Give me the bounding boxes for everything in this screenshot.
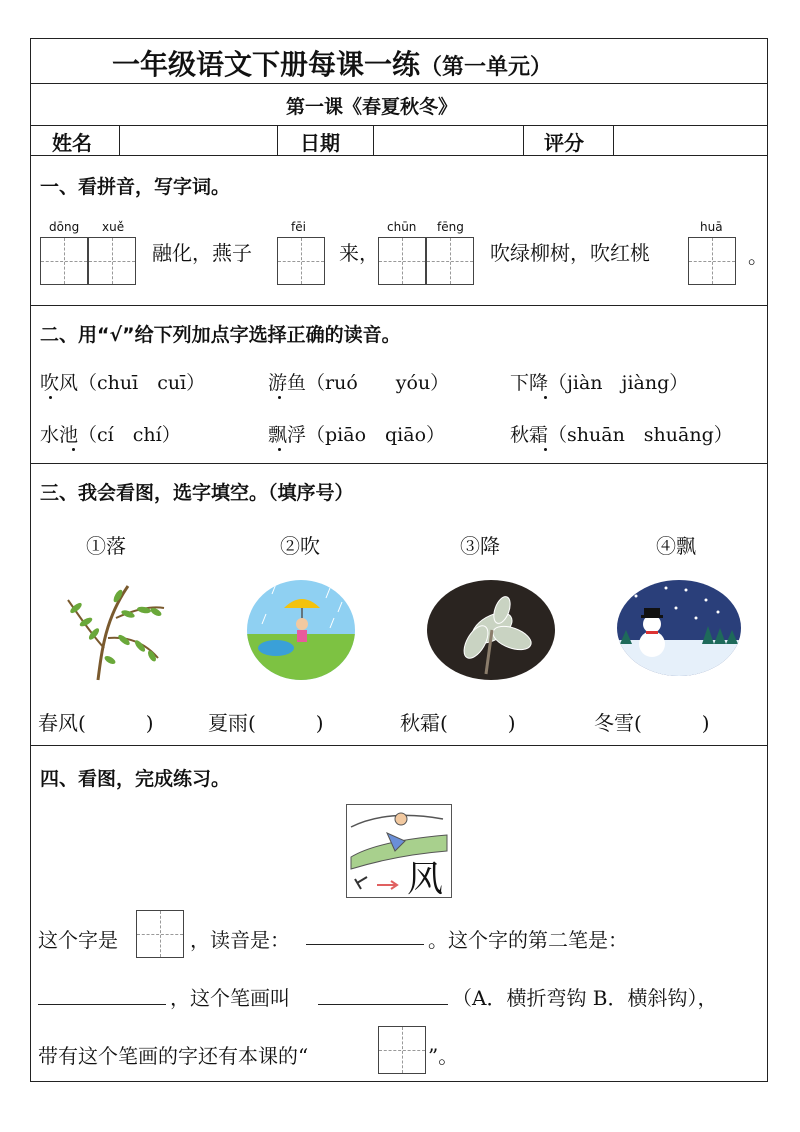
rule — [523, 125, 524, 155]
writing-box[interactable] — [277, 237, 325, 285]
rule — [31, 305, 767, 306]
choice-label: ③降 — [460, 534, 500, 558]
q-text: 。这个字的第二笔是： — [428, 928, 628, 952]
choice-item — [510, 368, 688, 395]
pinyin-label: fēng — [437, 220, 464, 234]
answer-line[interactable] — [306, 944, 424, 945]
rule — [31, 83, 767, 84]
fill-text: 吹绿柳树，吹红桃 — [490, 241, 650, 265]
q-text: ，读音是： — [190, 928, 290, 952]
pinyin-label: dōng — [49, 220, 80, 234]
rule — [31, 463, 767, 464]
emphasis-dot — [72, 448, 75, 451]
date-field[interactable] — [374, 126, 522, 154]
choice-options[interactable]: （jiàn jiàng） — [548, 372, 689, 394]
emphasis-dot — [278, 448, 281, 451]
section3-heading: 三、我会看图，选字填空。（填序号） — [40, 482, 354, 504]
lesson-title: 第一课《春夏秋冬》 — [286, 96, 458, 118]
answer-line[interactable] — [318, 1004, 448, 1005]
pinyin-label: chūn — [387, 220, 417, 234]
fill-text: 来， — [339, 241, 379, 265]
choice-word: 下降 — [510, 372, 549, 394]
section2-heading: 二、用“√”给下列加点字选择正确的读音。 — [40, 324, 401, 346]
section1-heading: 一、看拼音，写字词。 — [40, 176, 231, 198]
choice-word: 游鱼 — [268, 372, 307, 394]
emphasis-dot — [544, 396, 547, 399]
summer-rain-picture — [246, 578, 356, 682]
choice-word: 吹风 — [40, 372, 79, 394]
winter-snow-picture — [616, 578, 742, 678]
choice-options[interactable]: （piāo qiāo） — [306, 424, 446, 446]
score-label: 评分 — [544, 131, 584, 155]
fill-blank[interactable]: 夏雨( ) — [208, 711, 324, 735]
date-label: 日期 — [300, 131, 340, 155]
writing-box[interactable] — [688, 237, 736, 285]
emphasis-dot — [544, 448, 547, 451]
choice-label: ②吹 — [280, 534, 320, 558]
choice-word: 飘浮 — [268, 424, 307, 446]
wind-character: 风 — [407, 859, 444, 900]
writing-box[interactable] — [40, 237, 88, 285]
choice-options[interactable]: （shuān shuāng） — [548, 424, 733, 446]
pinyin-label: xuě — [102, 220, 125, 234]
frost-picture — [426, 578, 556, 682]
writing-box[interactable] — [88, 237, 136, 285]
wind-character-picture — [346, 804, 452, 898]
choice-options[interactable]: （chuī cuī） — [78, 372, 206, 394]
fill-blank[interactable]: 冬雪( ) — [594, 711, 710, 735]
q-text: ”。 — [428, 1044, 459, 1068]
fill-text: 融化，燕子 — [152, 241, 252, 265]
writing-box[interactable] — [426, 237, 474, 285]
emphasis-dot — [278, 396, 281, 399]
choice-word: 水池 — [40, 424, 79, 446]
choice-options[interactable]: （ruó yóu） — [306, 372, 450, 394]
q-text: 带有这个笔画的字还有本课的“ — [38, 1044, 309, 1068]
pinyin-label: fēi — [291, 220, 306, 234]
choice-word: 秋霜 — [510, 424, 549, 446]
pinyin-label: huā — [700, 220, 723, 234]
title-main: 一年级语文下册每课一练 — [112, 48, 421, 81]
q-text: （A．横折弯钩 B．横斜钩）， — [452, 986, 718, 1010]
page-title — [112, 43, 552, 83]
choice-options[interactable]: （cí chí） — [78, 424, 181, 446]
choice-item — [268, 420, 445, 447]
title-unit: （第一单元） — [420, 55, 553, 80]
section4-heading: 四、看图，完成练习。 — [40, 768, 231, 790]
willow-picture — [58, 578, 168, 682]
writing-box[interactable] — [136, 910, 184, 958]
choice-label: ①落 — [86, 534, 126, 558]
choice-item — [40, 368, 205, 395]
fill-blank[interactable]: 秋霜( ) — [400, 711, 516, 735]
rule — [31, 745, 767, 746]
choice-label: ④飘 — [656, 534, 696, 558]
q-text: 这个字是 — [38, 928, 118, 952]
choice-item — [268, 368, 449, 395]
writing-box[interactable] — [378, 237, 426, 285]
name-field[interactable] — [120, 126, 276, 154]
q-text: ，这个笔画叫 — [170, 986, 290, 1010]
score-field[interactable] — [614, 126, 766, 154]
fill-blank[interactable]: 春风( ) — [38, 711, 154, 735]
fill-text: 。 — [748, 244, 768, 268]
choice-item — [40, 420, 181, 447]
choice-item — [510, 420, 733, 447]
emphasis-dot — [49, 396, 52, 399]
name-label: 姓名 — [52, 131, 92, 155]
rule — [31, 155, 767, 156]
writing-box[interactable] — [378, 1026, 426, 1074]
answer-line[interactable] — [38, 1004, 166, 1005]
rule — [277, 125, 278, 155]
